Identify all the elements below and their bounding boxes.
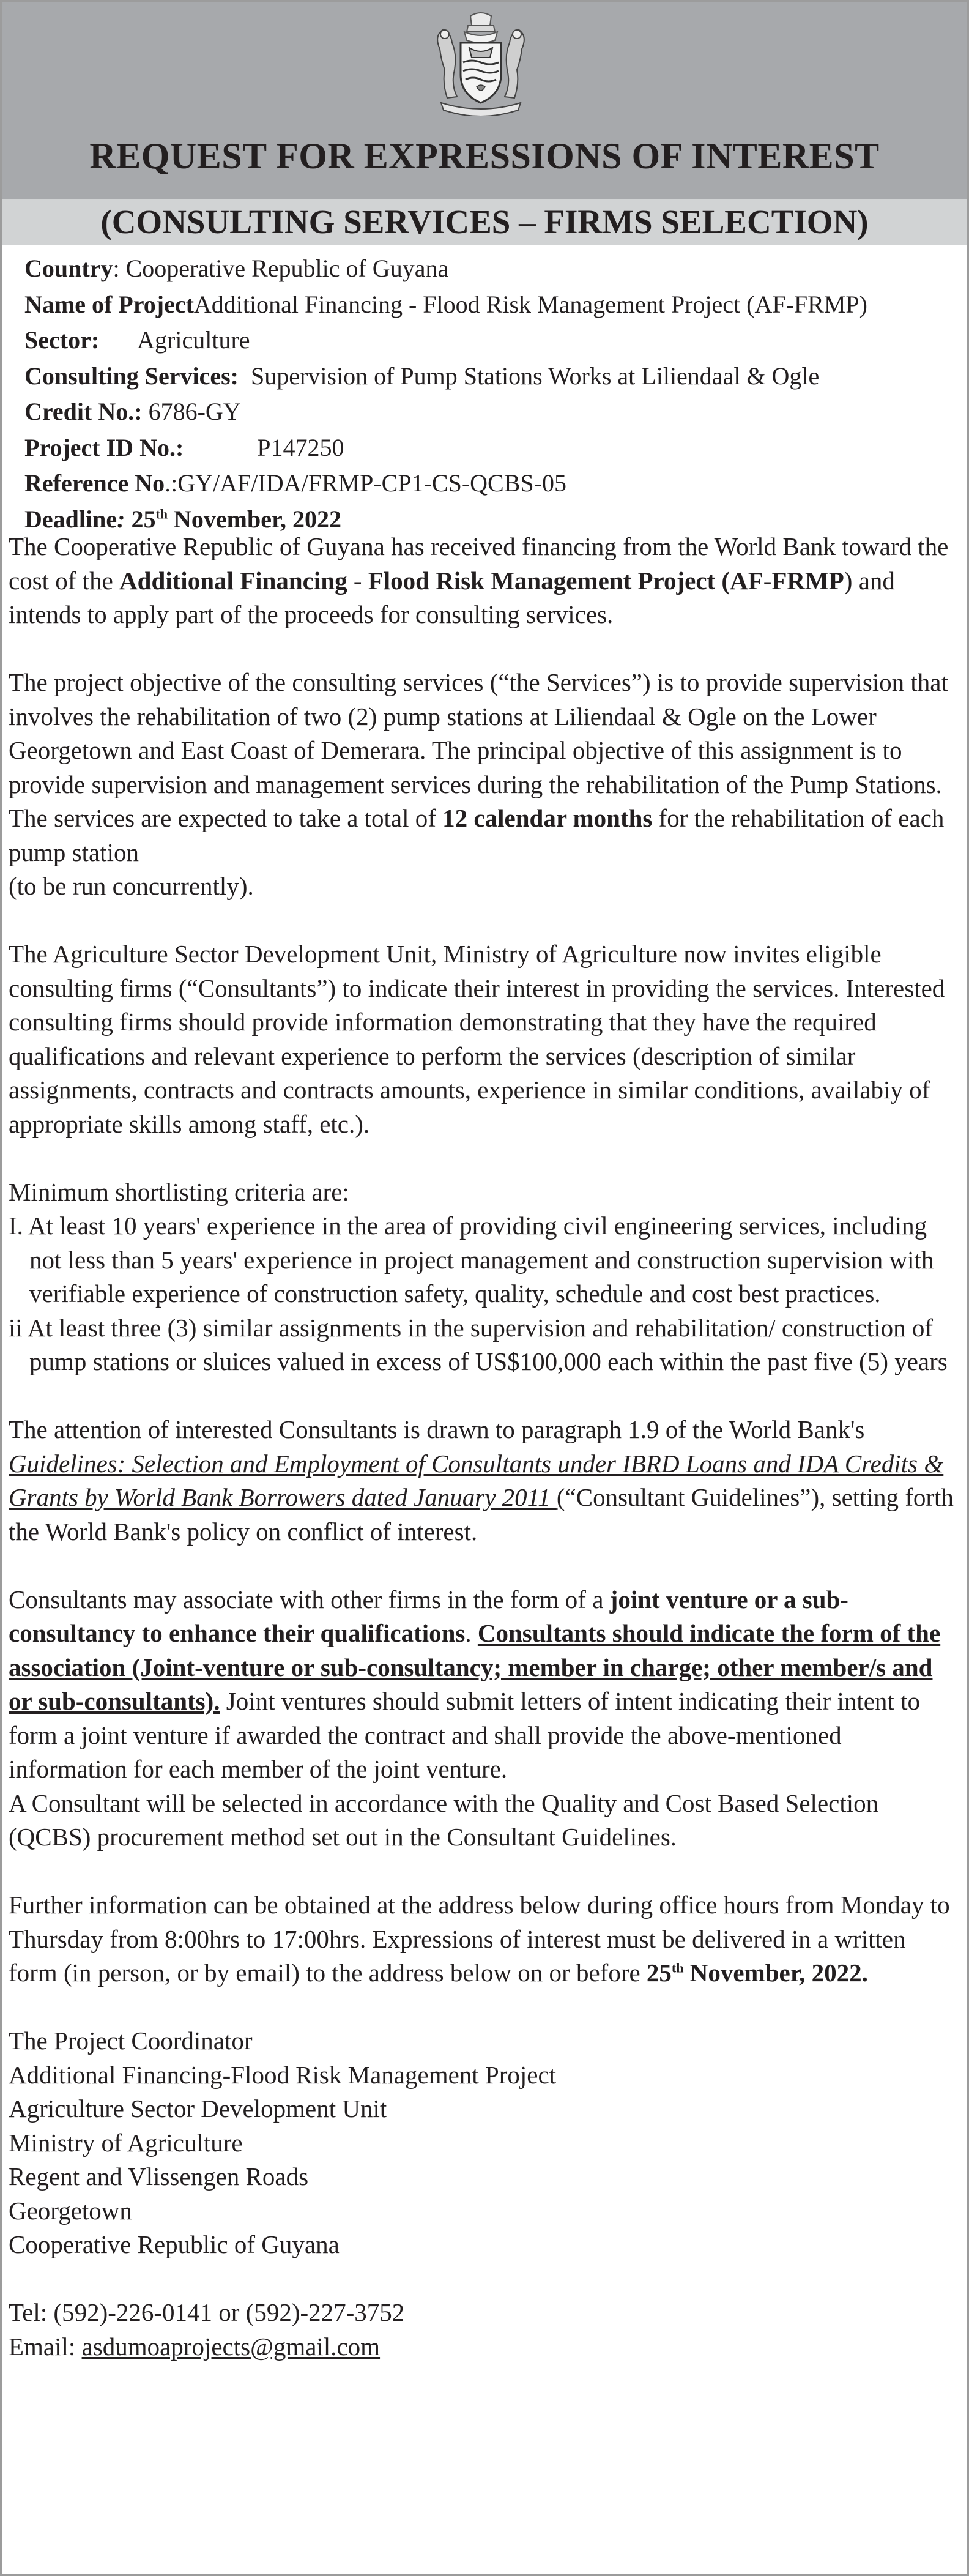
p5-text-a: The attention of interested Consultants is drawn to paragraph 1.9 of the World Bank's xyxy=(9,1415,865,1443)
credit-row xyxy=(24,394,954,430)
deadline-rest: November, 2022 xyxy=(168,505,342,533)
email-label: Email: xyxy=(9,2332,82,2361)
email-link[interactable]: asdumoaprojects@gmail.com xyxy=(81,2332,381,2361)
page-subtitle: (CONSULTING SERVICES – FIRMS SELECTION) xyxy=(100,203,869,240)
p1-project-name: Additional Financing - Flood Risk Management Project (AF-FRMP xyxy=(119,566,844,595)
address-line: Georgetown xyxy=(9,2196,132,2225)
p8-day: 25 xyxy=(646,1959,672,1987)
project-name-value: Additional Financing - Flood Risk Management Project (AF-FRMP) xyxy=(193,290,867,318)
address-line: The Project Coordinator xyxy=(9,2027,253,2055)
page-title: REQUEST FOR EXPRESSIONS OF INTEREST xyxy=(89,136,880,176)
p6-text-a: Consultants may associate with other firms in the form of a xyxy=(9,1585,610,1614)
credit-label: Credit No.: xyxy=(24,398,143,425)
criteria-intro: Minimum shortlisting criteria are: xyxy=(9,1177,349,1206)
p2-text-c: for the rehabilitation of each pump station xyxy=(9,804,945,866)
p6-association-note: Consultants should indicate the form of the association (Joint-venture or sub-consultancy; member in charge; other member/s and or sub-consultants). xyxy=(9,1619,941,1715)
deadline-day: 25 xyxy=(125,505,156,533)
coat-of-arms-icon xyxy=(426,11,535,116)
p5-paren: ( xyxy=(556,1483,565,1511)
p6-text-c: . xyxy=(465,1619,478,1647)
paragraph-further-info xyxy=(9,1888,960,1990)
p6-text-e: Joint ventures should submit letters of intent indicating their intent to form a joint venture if awarded the contract and shall provide the above-mentioned information for each member of the joint venture. xyxy=(9,1687,920,1783)
paragraph-financing xyxy=(9,530,960,632)
reference-row xyxy=(24,466,954,502)
country-value: Cooperative Republic of Guyana xyxy=(125,255,449,282)
notice-body xyxy=(9,530,960,2364)
services-label: Consulting Services: xyxy=(24,362,239,390)
p8-sup: th xyxy=(671,1960,684,1976)
email-row xyxy=(9,2330,960,2364)
p8-date-rest: November, 2022. xyxy=(683,1959,868,1987)
criteria-item-2: ii At least three (3) similar assignments in the supervision and rehabilitation/ construction of pump stations or sluices valued in excess of US$100,000 each within the past five (5) years xyxy=(9,1313,948,1375)
project-name-row xyxy=(24,287,954,323)
paragraph-selection: A Consultant will be selected in accordance with the Quality and Cost Based Selection (QCBS) procurement method set out in the Consultant Guidelines. xyxy=(9,1789,879,1851)
address-line: Ministry of Agriculture xyxy=(9,2128,243,2157)
services-row xyxy=(24,359,954,395)
address-line: Agriculture Sector Development Unit xyxy=(9,2094,387,2123)
project-info xyxy=(24,251,954,537)
country-sep: : xyxy=(113,255,126,282)
p6-joint-venture: joint venture or a sub-consultancy to enhance their qualifications xyxy=(9,1585,848,1647)
p2-text-d: (to be run concurrently). xyxy=(9,872,254,900)
sector-value: Agriculture xyxy=(137,326,250,354)
address-line: Additional Financing-Flood Risk Management Project xyxy=(9,2060,557,2089)
paragraph-guidelines xyxy=(9,1413,960,1549)
credit-value: 6786-GY xyxy=(142,398,241,425)
p8-text-a: Further information can be obtained at the address below during office hours from Monday to Thursday from 8:00hrs to 17:00hrs. Expressions of interest must be delivered in a written form (in person, or by email) to the address below on or before xyxy=(9,1891,950,1987)
p1-text-a: The Cooperative Republic of Guyana has received financing from the World Bank toward the cost of the xyxy=(9,532,949,595)
sector-label: Sector: xyxy=(24,326,100,354)
address-block xyxy=(9,2024,960,2262)
p5-text-d: “Consultant Guidelines”), setting forth the World Bank's policy on conflict of interest. xyxy=(9,1483,954,1546)
paragraph-invitation: The Agriculture Sector Development Unit, Ministry of Agriculture now invites eligible consulting firms (“Consultants”) to indicate their interest in providing the services. Interested consulting firms should provide information demonstrating that they have the required qualifications and relevant experience to perform the services (description of similar assignments, contracts and contracts amounts, experience in similar conditions, availabiy of appropriate skills among staff, etc.). xyxy=(9,940,945,1138)
sector-row xyxy=(24,322,954,359)
address-line: Regent and Vlissengen Roads xyxy=(9,2162,309,2191)
criteria-item-1: I. At least 10 years' experience in the area of providing civil engineering services, including not less than 5 years' experience in project management and construction supervision with verifiable experience of construction safety, quality, schedule and cost best practices. xyxy=(9,1212,934,1308)
project-id-label: Project ID No.: xyxy=(24,433,184,461)
telephone: Tel: (592)-226-0141 or (592)-227-3752 xyxy=(9,2298,405,2326)
services-value: Supervision of Pump Stations Works at Liliendaal & Ogle xyxy=(251,362,820,390)
p1-text-c: ) and intends to apply part of the proceeds for consulting services. xyxy=(9,566,895,628)
project-id-value: P147250 xyxy=(257,433,344,461)
project-name-label: Name of Project xyxy=(24,290,194,318)
deadline-sup: th xyxy=(155,506,168,522)
country-row xyxy=(24,251,954,287)
p2-text-a: The project objective of the consulting services (“the Services”) is to provide supervision that involves the rehabilitation of two (2) pump stations at Liliendaal & Ogle on the Lower Georgetown and East Coast of Demerara. The principal objective of this assignment is to provide supervision and management services during the rehabilitation of the Pump Stations. The services are expected to take a total of xyxy=(9,668,948,832)
p2-duration: 12 calendar months xyxy=(442,804,653,832)
reference-label: Reference No xyxy=(24,469,165,497)
address-line: Cooperative Republic of Guyana xyxy=(9,2230,340,2258)
paragraph-association xyxy=(9,1583,960,1787)
country-label: Country xyxy=(24,255,113,282)
paragraph-objective xyxy=(9,666,960,904)
project-id-row xyxy=(24,430,954,466)
reference-value: .:GY/AF/IDA/FRMP-CP1-CS-QCBS-05 xyxy=(165,469,566,497)
deadline-label: Deadline xyxy=(24,505,117,533)
guidelines-reference: Guidelines: Selection and Employment of Consultants under IBRD Loans and IDA Credits & Grants by World Bank Borrowers dated January 2011 xyxy=(9,1449,944,1511)
deadline-colon: : xyxy=(117,505,125,533)
